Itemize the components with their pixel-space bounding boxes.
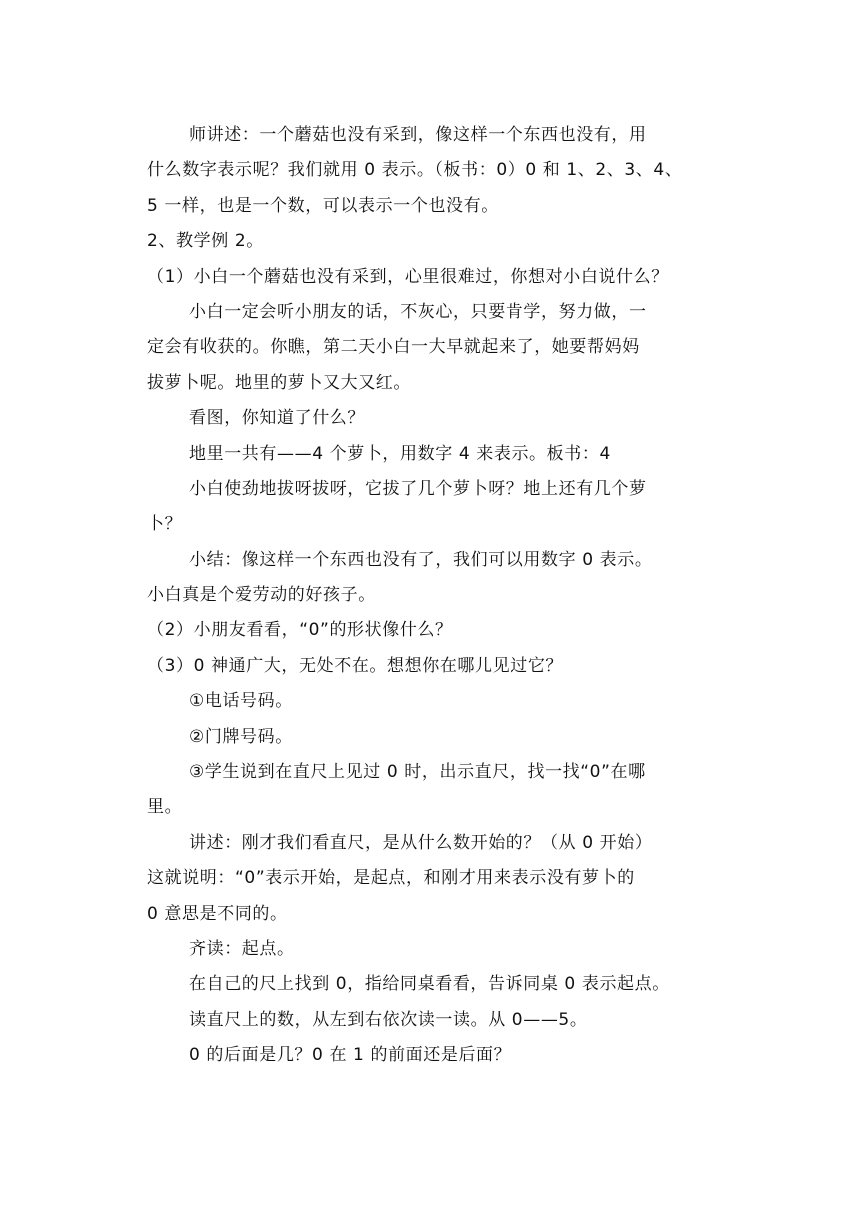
paragraph-line: 定会有收获的。你瞧，第二天小白一大早就起来了，她要帮妈妈 [147,337,640,358]
paragraph-line: 小白一定会听小朋友的话，不灰心，只要肯学，努力做，一 [189,301,647,322]
paragraph-line: 小白真是个爱劳动的好孩子。 [147,585,376,606]
paragraph-line: 0 意思是不同的。 [147,903,288,924]
document-body [147,118,717,1074]
question-line: （1）小白一个蘑菇也没有采到，心里很难过，你想对小白说什么？ [147,266,669,287]
section-heading: 2、教学例 2。 [147,231,264,252]
paragraph-line: 师讲述：一个蘑菇也没有采到，像这样一个东西也没有，用 [189,125,647,145]
paragraph-line: 什么数字表示呢？我们就用 0 表示。（板书：0）0 和 1、2、3、4、 [147,160,683,181]
paragraph-line: 拔萝卜呢。地里的萝卜又大又红。 [147,372,411,393]
paragraph-line: 0 的后面是几？0 在 1 的前面还是后面？ [189,1045,512,1066]
question-line: （2）小朋友看看，“0”的形状像什么？ [147,620,453,641]
paragraph-line: 5 一样，也是一个数，可以表示一个也没有。 [147,195,499,216]
paragraph-line: 地里一共有——4 个萝卜，用数字 4 来表示。板书：4 [189,443,611,464]
paragraph-line: 在自己的尺上找到 0，指给同桌看看，告诉同桌 0 表示起点。 [189,974,670,995]
paragraph-line: 齐读：起点。 [189,938,295,959]
paragraph-line: 讲述：刚才我们看直尺，是从什么数开始的？（从 0 开始） [189,832,653,853]
question-line: （3）0 神通广大，无处不在。想想你在哪儿见过它？ [147,655,564,676]
paragraph-line: 小白使劲地拔呀拔呀，它拔了几个萝卜呀？地上还有几个萝 [189,478,647,499]
paragraph-line: 里。 [147,797,183,818]
list-item: ②门牌号码。 [189,726,293,747]
list-item: ③学生说到在直尺上见过 0 时，出示直尺，找一找“0”在哪 [189,762,646,783]
paragraph-line: 读直尺上的数，从左到右依次读一读。从 0——5。 [189,1009,588,1030]
paragraph-line: 卜？ [147,514,183,535]
list-item: ①电话号码。 [189,691,293,712]
summary-line: 小结：像这样一个东西也没有了，我们可以用数字 0 表示。 [189,549,653,570]
paragraph-line: 看图，你知道了什么？ [189,408,365,429]
paragraph-line: 这就说明：“0”表示开始，是起点，和刚才用来表示没有萝卜的 [147,868,635,889]
